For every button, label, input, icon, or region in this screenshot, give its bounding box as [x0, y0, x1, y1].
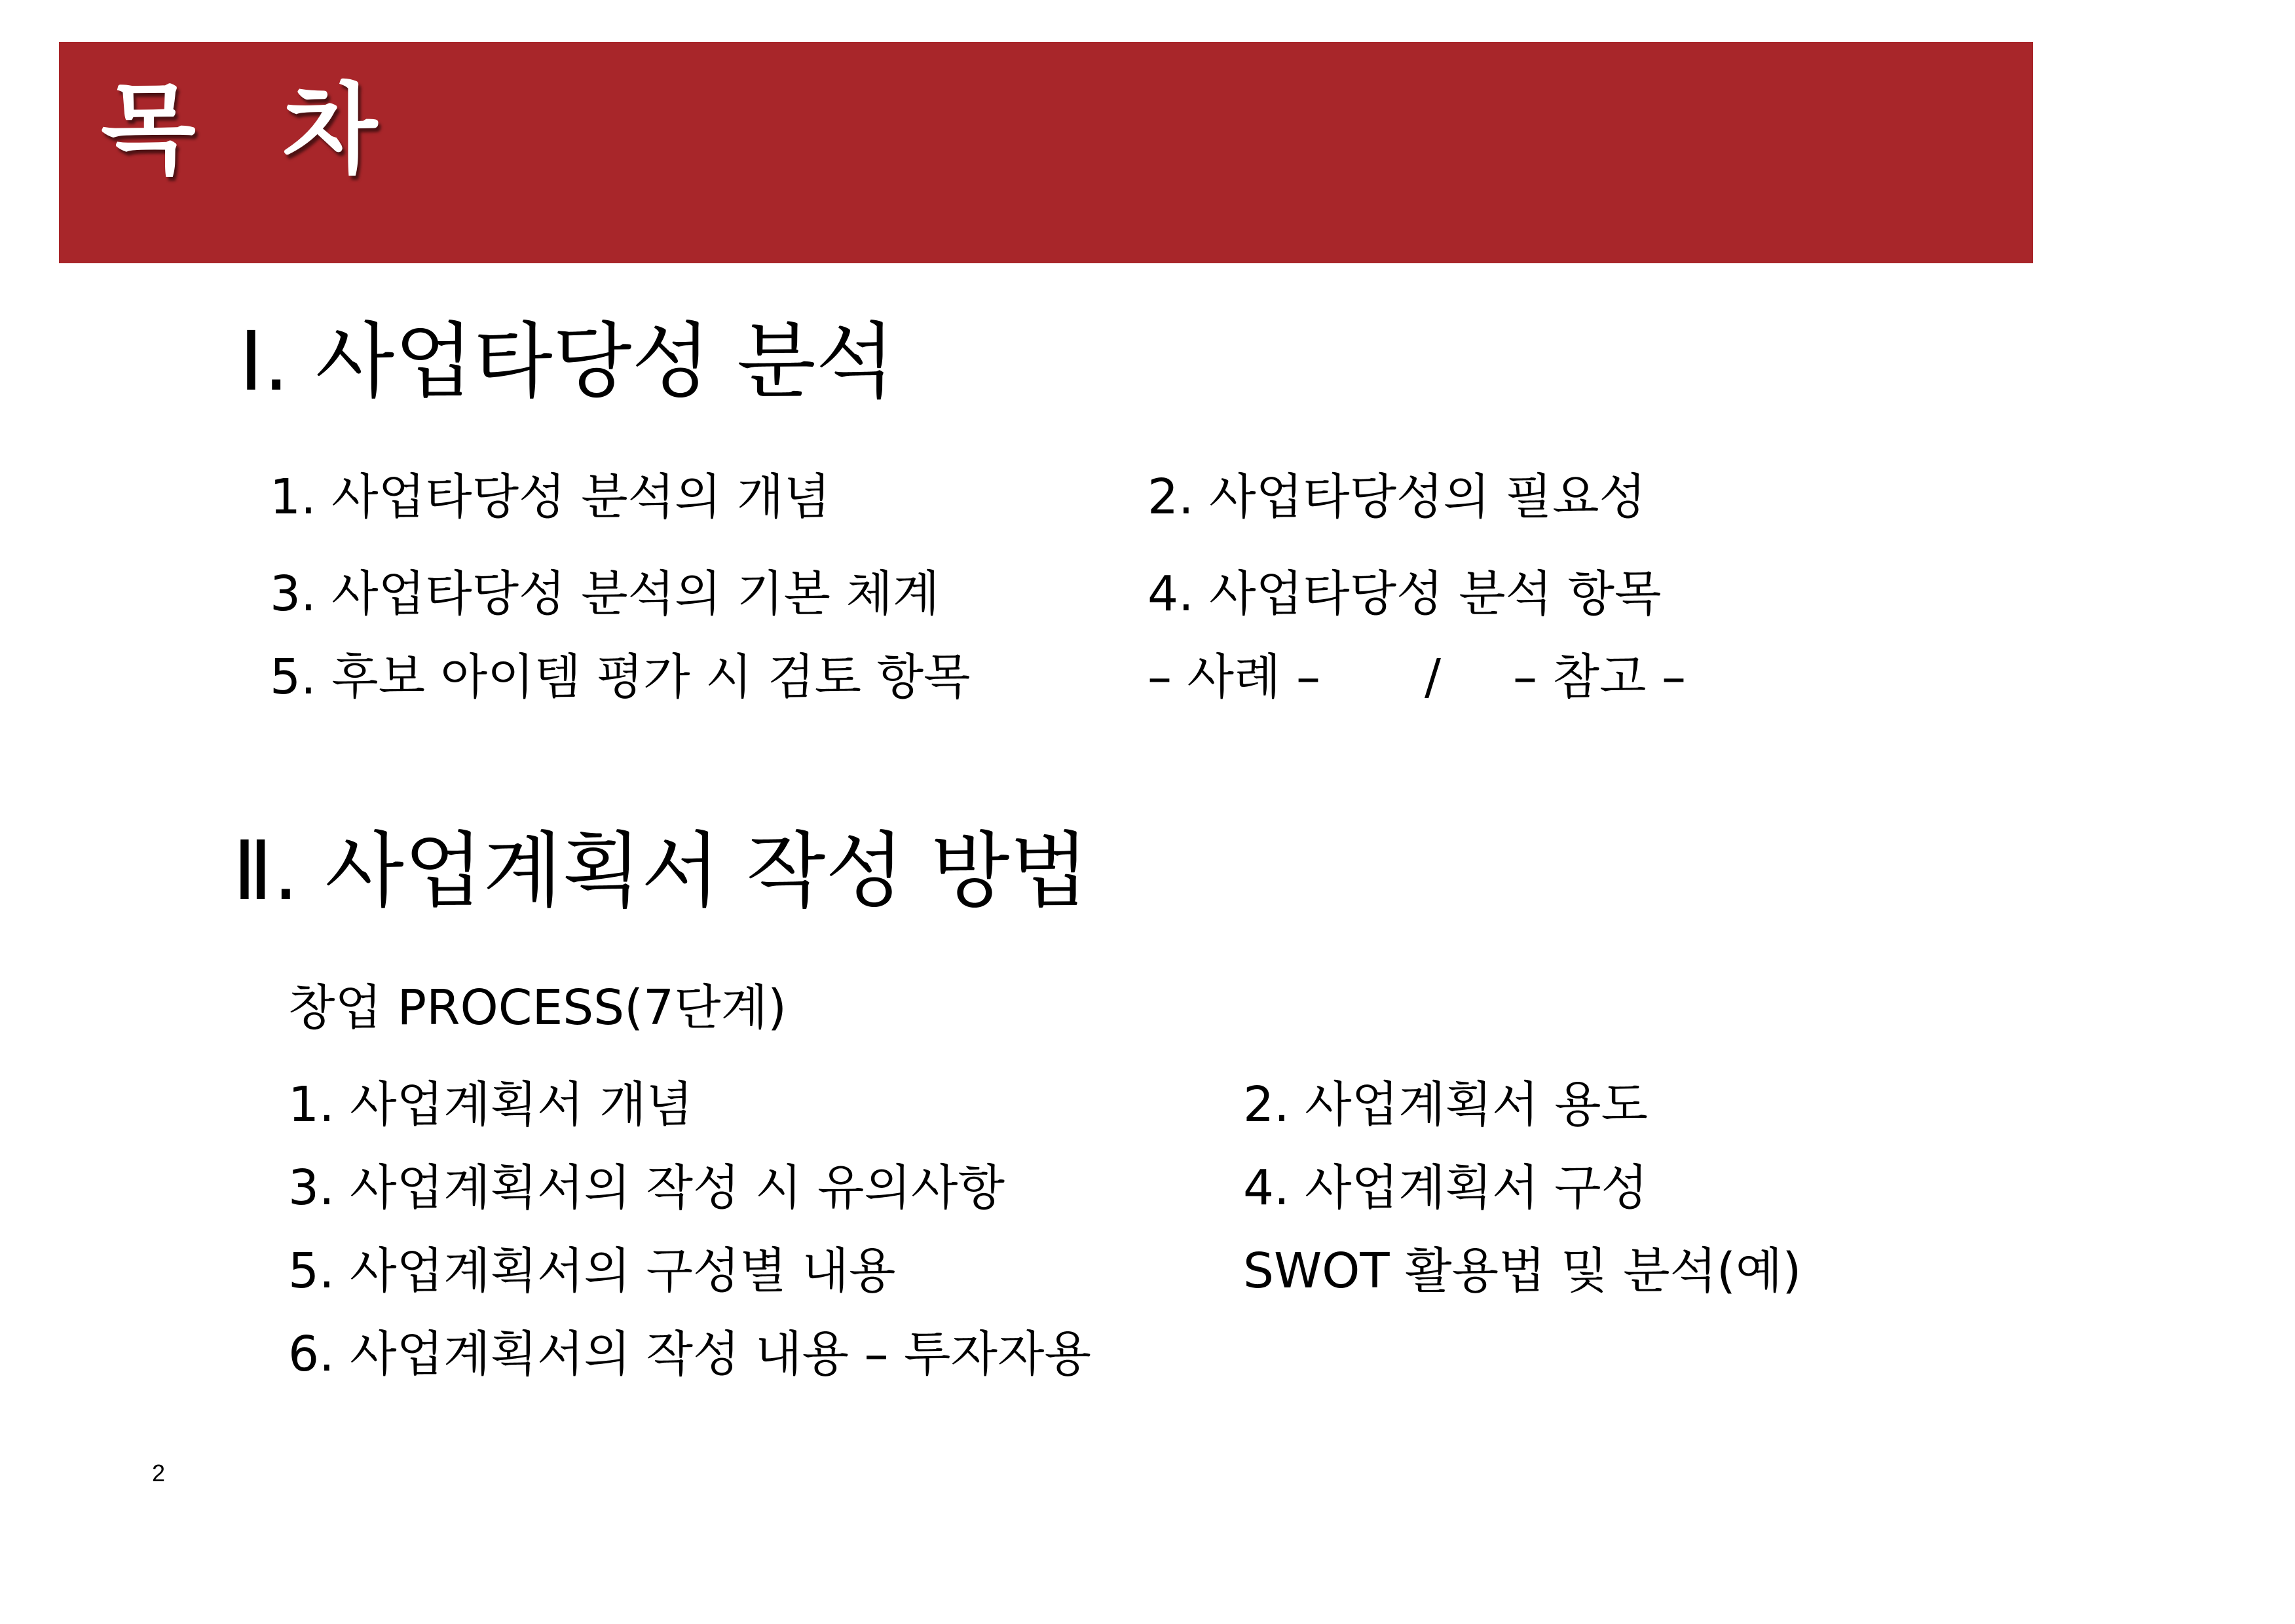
separator-slash: /: [1425, 649, 1441, 705]
section-1-item-1: 1. 사업타당성 분석의 개념: [270, 469, 831, 525]
section-2-item-3: 3. 사업계획서의 작성 시 유의사항: [288, 1160, 1005, 1216]
section-2-item-5: 5. 사업계획서의 구성별 내용: [288, 1243, 896, 1299]
section-2-item-6: 6. 사업계획서의 작성 내용 – 투자자용: [288, 1326, 1091, 1382]
section-2-item-4: 4. 사업계획서 구성: [1243, 1160, 1649, 1216]
section-1-item-2: 2. 사업타당성의 필요성: [1148, 469, 1647, 525]
case-label: – 사례 –: [1148, 649, 1321, 705]
section-2-item-swot: SWOT 활용법 및 분석(예): [1243, 1243, 1802, 1299]
section-1-item-4: 4. 사업타당성 분석 항목: [1148, 566, 1662, 622]
section-2-item-2: 2. 사업계획서 용도: [1243, 1077, 1649, 1133]
header-bar: [59, 42, 2033, 263]
section-2-title: Ⅱ. 사업계획서 작성 방법: [233, 824, 1089, 919]
section-2-item-1: 1. 사업계획서 개념: [288, 1077, 694, 1133]
section-1-title: Ⅰ. 사업타당성 분석: [239, 314, 895, 409]
page-number: 2: [152, 1460, 166, 1486]
section-2-subtitle: 창업 PROCESS(7단계): [288, 980, 787, 1036]
section-1-item-5: 5. 후보 아이템 평가 시 검토 항목: [270, 649, 971, 705]
reference-label: – 참고 –: [1513, 649, 1687, 705]
section-1-item-3: 3. 사업타당성 분석의 기본 체계: [270, 566, 940, 622]
page-title: 목 차: [101, 73, 404, 187]
